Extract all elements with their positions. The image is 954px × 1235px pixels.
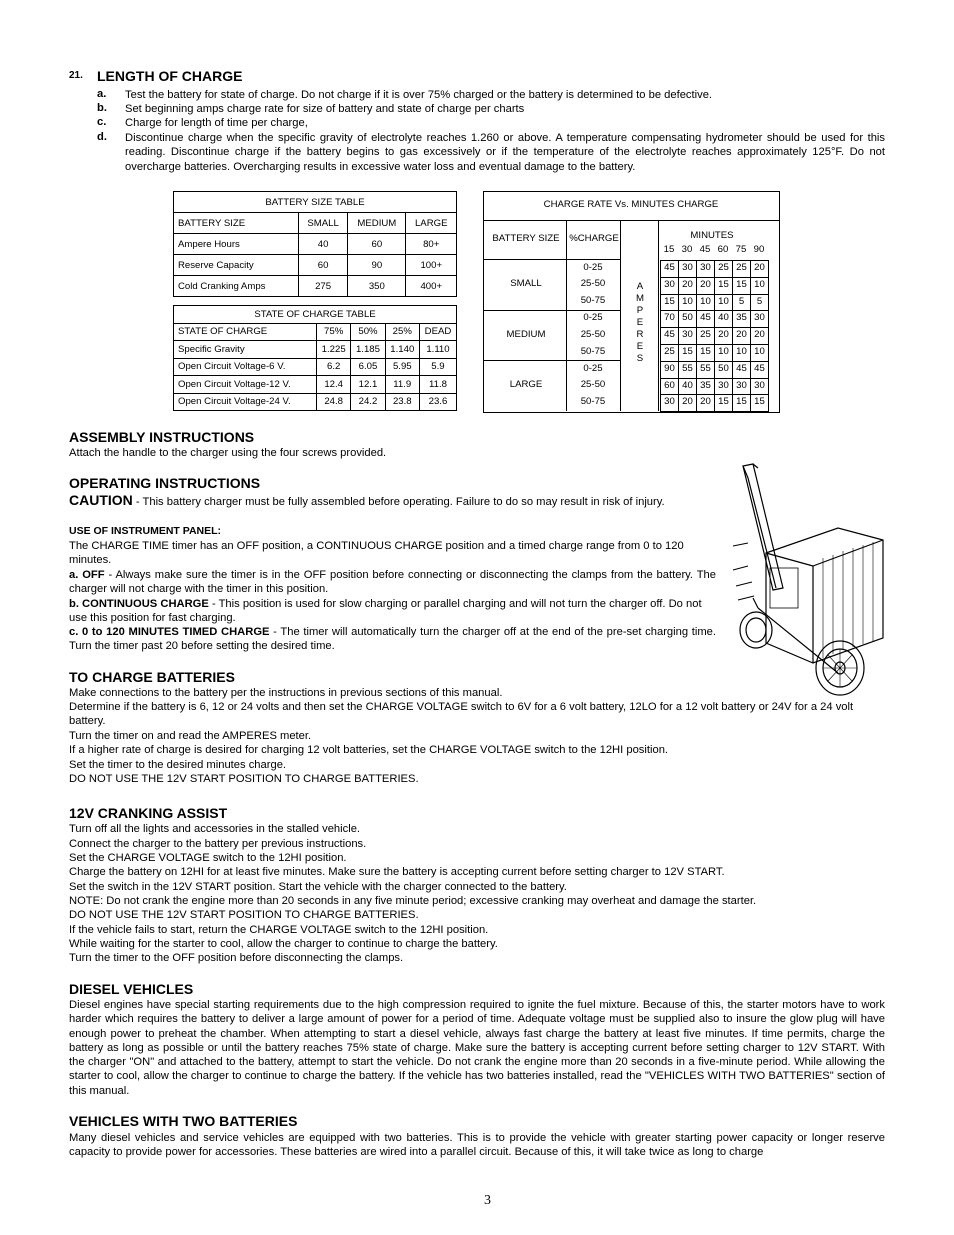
amperes-letter: E bbox=[636, 341, 644, 352]
amperes-cell: 30 bbox=[660, 394, 679, 412]
amperes-cell: 20 bbox=[750, 260, 769, 278]
cranking-line: NOTE: Do not crank the engine more than 20 seconds in any five minute period; excessive cranking may overheat and damage the starter. bbox=[69, 895, 757, 907]
page-number: 3 bbox=[484, 1193, 491, 1208]
amperes-cell: 10 bbox=[750, 277, 769, 295]
amperes-letter: A bbox=[636, 281, 644, 292]
battery-size-column-header: BATTERY SIZE bbox=[492, 233, 560, 244]
to-charge-line: Make connections to the battery per the instructions in previous sections of this manual. bbox=[69, 687, 503, 699]
minutes-header: MINUTES bbox=[690, 230, 734, 241]
state-of-charge-table-title: STATE OF CHARGE TABLE bbox=[174, 306, 457, 324]
amperes-cell: 30 bbox=[696, 260, 715, 278]
panel-text: The CHARGE TIME timer has an OFF position, a CONTINUOUS CHARGE position and a timed charge range from 0 to 120 minutes. bbox=[69, 540, 684, 567]
table-cell: 12.1 bbox=[351, 376, 385, 394]
continuous-text: - This position is used for slow charging or parallel charging and will not turn the charger off. Do not use this position for fast charging. bbox=[69, 598, 702, 625]
minutes-tick: 90 bbox=[753, 244, 765, 255]
cranking-line: Set the switch in the 12V START position. Start the vehicle with the charger connected to the battery. bbox=[69, 881, 567, 893]
amperes-cell: 45 bbox=[660, 327, 679, 345]
table-cell: 5.95 bbox=[385, 358, 419, 376]
table-cell: 11.9 bbox=[385, 376, 419, 394]
amperes-cell: 20 bbox=[696, 394, 715, 412]
amperes-cell: 15 bbox=[714, 277, 733, 295]
amperes-cell: 10 bbox=[714, 344, 733, 362]
amperes-cell: 15 bbox=[696, 344, 715, 362]
cranking-line: Turn the timer to the OFF position before disconnecting the clamps. bbox=[69, 952, 404, 964]
cranking-line: DO NOT USE THE 12V START POSITION TO CHARGE BATTERIES. bbox=[69, 909, 419, 921]
two-batteries-heading: VEHICLES WITH TWO BATTERIES bbox=[69, 1113, 298, 1129]
table-cell: Reserve Capacity bbox=[174, 255, 299, 276]
amperes-cell: 30 bbox=[750, 310, 769, 328]
charge-range: 25-50 bbox=[580, 379, 606, 390]
amperes-cell: 30 bbox=[750, 378, 769, 396]
table-row bbox=[174, 341, 457, 359]
amperes-cell: 90 bbox=[660, 361, 679, 379]
amperes-letter: S bbox=[636, 353, 644, 364]
charge-range: 25-50 bbox=[580, 278, 606, 289]
off-paragraph bbox=[69, 568, 716, 597]
amperes-cell: 10 bbox=[714, 294, 733, 312]
amperes-cell: 15 bbox=[732, 277, 751, 295]
section-number: 21. bbox=[69, 70, 83, 81]
battery-size-table-title: BATTERY SIZE TABLE bbox=[174, 192, 457, 213]
table-cell: 1.185 bbox=[351, 341, 385, 359]
continuous-label: b. CONTINUOUS CHARGE bbox=[69, 598, 209, 610]
item-b-label: b. bbox=[97, 102, 107, 114]
amperes-cell: 30 bbox=[678, 260, 697, 278]
table-cell: Open Circuit Voltage-12 V. bbox=[174, 376, 317, 394]
amperes-cell: 15 bbox=[750, 394, 769, 412]
table-row bbox=[174, 255, 457, 276]
amperes-letter: P bbox=[636, 305, 644, 316]
assembly-text: Attach the handle to the charger using the four screws provided. bbox=[69, 447, 387, 459]
table-row bbox=[174, 276, 457, 297]
charge-rate-table-title: CHARGE RATE Vs. MINUTES CHARGE bbox=[543, 199, 719, 210]
table-cell: 1.110 bbox=[419, 341, 456, 359]
amperes-cell: 20 bbox=[714, 327, 733, 345]
to-charge-heading: TO CHARGE BATTERIES bbox=[69, 669, 235, 685]
amperes-cell: 70 bbox=[660, 310, 679, 328]
cranking-line: Set the CHARGE VOLTAGE switch to the 12HI position. bbox=[69, 852, 347, 864]
table-cell: 5.9 bbox=[419, 358, 456, 376]
caution-label: CAUTION bbox=[69, 492, 133, 508]
amperes-cell: 45 bbox=[696, 310, 715, 328]
charge-range: 50-75 bbox=[580, 295, 606, 306]
off-text: - Always make sure the timer is in the OFF position before connecting or disconnecting the clamps from the battery. The charger will not charge with the timer in this position. bbox=[69, 569, 716, 596]
minutes-tick: 75 bbox=[735, 244, 747, 255]
amperes-cell: 10 bbox=[732, 344, 751, 362]
battery-size-table bbox=[173, 191, 457, 297]
amperes-grid bbox=[660, 260, 769, 411]
operating-heading: OPERATING INSTRUCTIONS bbox=[69, 475, 261, 491]
table-cell: 11.8 bbox=[419, 376, 456, 394]
amperes-cell: 15 bbox=[660, 294, 679, 312]
table-header-cell: MEDIUM bbox=[348, 213, 406, 234]
minutes-tick: 45 bbox=[699, 244, 711, 255]
amperes-cell: 30 bbox=[660, 277, 679, 295]
table-row bbox=[174, 358, 457, 376]
amperes-cell: 10 bbox=[750, 344, 769, 362]
table-cell: 80+ bbox=[406, 234, 457, 255]
amperes-cell: 40 bbox=[714, 310, 733, 328]
to-charge-line: DO NOT USE THE 12V START POSITION TO CHARGE BATTERIES. bbox=[69, 773, 419, 785]
amperes-letter: E bbox=[636, 317, 644, 328]
table-cell: 6.2 bbox=[317, 358, 351, 376]
amperes-cell: 55 bbox=[696, 361, 715, 379]
amperes-letter: R bbox=[636, 329, 644, 340]
table-cell: 90 bbox=[348, 255, 406, 276]
amperes-cell: 25 bbox=[696, 327, 715, 345]
table-cell: 23.6 bbox=[419, 393, 456, 411]
amperes-cell: 45 bbox=[750, 361, 769, 379]
table-cell: 275 bbox=[299, 276, 348, 297]
charge-range: 0-25 bbox=[583, 363, 603, 374]
percent-charge-column-header: %CHARGE bbox=[569, 233, 619, 244]
amperes-cell: 60 bbox=[660, 378, 679, 396]
amperes-cell: 40 bbox=[678, 378, 697, 396]
table-cell: Cold Cranking Amps bbox=[174, 276, 299, 297]
size-label-large: LARGE bbox=[509, 379, 543, 390]
timed-label: c. 0 to 120 MINUTES TIMED CHARGE bbox=[69, 626, 270, 638]
item-a-label: a. bbox=[97, 88, 107, 100]
item-d-label: d. bbox=[97, 131, 107, 143]
amperes-cell: 30 bbox=[678, 327, 697, 345]
amperes-cell: 5 bbox=[750, 294, 769, 312]
amperes-cell: 35 bbox=[732, 310, 751, 328]
minutes-tick: 15 bbox=[663, 244, 675, 255]
amperes-cell: 20 bbox=[678, 394, 697, 412]
off-label: a. OFF bbox=[69, 569, 105, 581]
to-charge-line: Turn the timer on and read the AMPERES meter. bbox=[69, 730, 312, 742]
table-cell: 1.140 bbox=[385, 341, 419, 359]
amperes-letter: M bbox=[636, 293, 644, 304]
continuous-paragraph bbox=[69, 597, 716, 626]
timed-paragraph bbox=[69, 625, 716, 654]
table-cell: 24.8 bbox=[317, 393, 351, 411]
table-cell: Open Circuit Voltage-6 V. bbox=[174, 358, 317, 376]
amperes-cell: 35 bbox=[696, 378, 715, 396]
table-cell: Specific Gravity bbox=[174, 341, 317, 359]
table-cell: 60 bbox=[299, 255, 348, 276]
table-cell: 400+ bbox=[406, 276, 457, 297]
amperes-cell: 10 bbox=[678, 294, 697, 312]
amperes-cell: 50 bbox=[714, 361, 733, 379]
charge-range: 25-50 bbox=[580, 329, 606, 340]
cranking-line: While waiting for the starter to cool, allow the charger to continue to charge the battery. bbox=[69, 938, 498, 950]
two-batteries-text: Many diesel vehicles and service vehicles are equipped with two batteries. This is to provide the vehicle with greater starting power capacity or longer reserve capacity to provide power for accessories. These batteries are wired into a parallel circuit. Because of this, it will take twice as long to charge bbox=[69, 1132, 885, 1159]
assembly-heading: ASSEMBLY INSTRUCTIONS bbox=[69, 429, 255, 445]
amperes-cell: 30 bbox=[714, 378, 733, 396]
table-cell: 12.4 bbox=[317, 376, 351, 394]
item-b-text: Set beginning amps charge rate for size of battery and state of charge per charts bbox=[125, 103, 525, 115]
to-charge-line: Determine if the battery is 6, 12 or 24 volts and then set the CHARGE VOLTAGE switch to 6V for a 6 volt battery, 12LO for a 12 volt battery or 24V for a 24 volt battery. bbox=[69, 701, 854, 728]
table-row bbox=[174, 393, 457, 411]
charge-range: 50-75 bbox=[580, 396, 606, 407]
length-of-charge-heading: LENGTH OF CHARGE bbox=[97, 68, 243, 84]
cranking-line: Turn off all the lights and accessories in the stalled vehicle. bbox=[69, 823, 361, 835]
amperes-cell: 15 bbox=[678, 344, 697, 362]
table-header-cell: DEAD bbox=[419, 323, 456, 341]
table-header-cell: STATE OF CHARGE bbox=[174, 323, 317, 341]
table-cell: 40 bbox=[299, 234, 348, 255]
table-cell: Open Circuit Voltage-24 V. bbox=[174, 393, 317, 411]
diesel-heading: DIESEL VEHICLES bbox=[69, 981, 194, 997]
amperes-cell: 15 bbox=[714, 394, 733, 412]
item-c-text: Charge for length of time per charge, bbox=[125, 117, 308, 129]
amperes-cell: 20 bbox=[732, 327, 751, 345]
table-header-cell: 75% bbox=[317, 323, 351, 341]
amperes-cell: 45 bbox=[732, 361, 751, 379]
size-label-medium: MEDIUM bbox=[506, 329, 546, 340]
table-cell: 350 bbox=[348, 276, 406, 297]
table-header-cell: 50% bbox=[351, 323, 385, 341]
amperes-cell: 25 bbox=[660, 344, 679, 362]
table-cell: Ampere Hours bbox=[174, 234, 299, 255]
caution-text: - This battery charger must be fully assembled before operating. Failure to do so may result in risk of injury. bbox=[132, 496, 665, 508]
item-d-text: Discontinue charge when the specific gravity of electrolyte reaches 1.260 or above. A temperature compensating hydrometer should be used for this reading. Discontinue charge if the battery begins to gas excessively or if the temperature of the electrolyte reaches approximately 125°F. Do not overcharge batteries. Overcharging results in excessive water loss and eventual damage to the battery. bbox=[125, 132, 885, 173]
table-header-cell: SMALL bbox=[299, 213, 348, 234]
table-row bbox=[174, 234, 457, 255]
table-header-cell: LARGE bbox=[406, 213, 457, 234]
item-c-label: c. bbox=[97, 116, 107, 128]
table-header-cell: 25% bbox=[385, 323, 419, 341]
diesel-text: Diesel engines have special starting requirements due to the high compression required to ignite the fuel mixture. Because of this, the starter motors have to work harder which requires the battery to deliver a large amount of power for a period of time. Adequate voltage must be supplied also to insure the glow plug will have enough power to preheat the chamber. When attempting to start a diesel vehicle, always fast charge the battery at least five minutes. If time permits, charge the battery as long as possible or until the battery reaches 75% state of charge. Make sure the battery is accepting current before setting charger to 12V START. With the charger "ON" and attached to the battery, attempt to start the vehicle. Do not crank the engine more than 20 seconds in a five-minute period. While allowing the starter to cool, allow the charger to continue to charge the battery. If the vehicle has two batteries installed, read the "VEHICLES WITH TWO BATTERIES" section of this manual. bbox=[69, 999, 885, 1097]
amperes-cell: 30 bbox=[732, 378, 751, 396]
timed-text: - The timer will automatically turn the charger off at the end of the pre-set charging time. Turn the timer past 20 before setting the desired time. bbox=[69, 626, 716, 653]
table-cell: 6.05 bbox=[351, 358, 385, 376]
table-header-cell: BATTERY SIZE bbox=[174, 213, 299, 234]
size-label-small: SMALL bbox=[510, 278, 542, 289]
amperes-cell: 45 bbox=[660, 260, 679, 278]
to-charge-line: Set the timer to the desired minutes charge. bbox=[69, 759, 287, 771]
table-cell: 60 bbox=[348, 234, 406, 255]
table-cell: 1.225 bbox=[317, 341, 351, 359]
charger-illustration bbox=[728, 458, 888, 698]
amperes-cell: 20 bbox=[750, 327, 769, 345]
to-charge-line: If a higher rate of charge is desired for charging 12 volt batteries, set the CHARGE VOLTAGE switch to the 12HI position. bbox=[69, 744, 669, 756]
cranking-line: Charge the battery on 12HI for at least five minutes. Make sure the battery is accepting current before setting charger to 12V START. bbox=[69, 866, 725, 878]
cranking-heading: 12V CRANKING ASSIST bbox=[69, 805, 228, 821]
minutes-tick: 60 bbox=[717, 244, 729, 255]
cranking-line: Connect the charger to the battery per previous instructions. bbox=[69, 838, 367, 850]
cranking-line: If the vehicle fails to start, return the CHARGE VOLTAGE switch to the 12HI position. bbox=[69, 924, 489, 936]
charge-range: 50-75 bbox=[580, 346, 606, 357]
item-a-text: Test the battery for state of charge. Do not charge if it is over 75% charged or the battery is determined to be defective. bbox=[125, 89, 713, 101]
state-of-charge-table bbox=[173, 305, 457, 411]
charge-range: 0-25 bbox=[583, 262, 603, 273]
amperes-cell: 5 bbox=[732, 294, 751, 312]
amperes-cell: 25 bbox=[732, 260, 751, 278]
table-row bbox=[174, 376, 457, 394]
charge-range: 0-25 bbox=[583, 312, 603, 323]
table-cell: 100+ bbox=[406, 255, 457, 276]
amperes-cell: 55 bbox=[678, 361, 697, 379]
amperes-cell: 20 bbox=[678, 277, 697, 295]
table-cell: 23.8 bbox=[385, 393, 419, 411]
amperes-cell: 25 bbox=[714, 260, 733, 278]
amperes-cell: 20 bbox=[696, 277, 715, 295]
amperes-cell: 50 bbox=[678, 310, 697, 328]
table-cell: 24.2 bbox=[351, 393, 385, 411]
panel-heading: USE OF INSTRUMENT PANEL: bbox=[69, 525, 222, 537]
amperes-cell: 15 bbox=[732, 394, 751, 412]
minutes-tick: 30 bbox=[681, 244, 693, 255]
amperes-cell: 10 bbox=[696, 294, 715, 312]
